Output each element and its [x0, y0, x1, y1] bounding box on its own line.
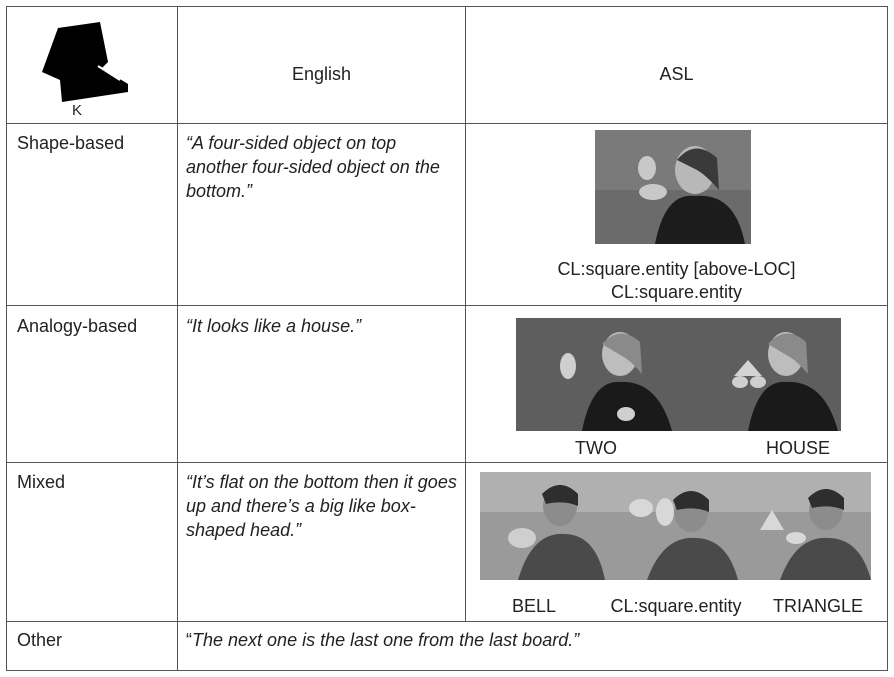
category-other: Other: [17, 630, 63, 650]
category-mixed: Mixed: [17, 472, 66, 492]
table-border-left: [6, 6, 7, 671]
asl-gloss-shape-based-line1: CL:square.entity [above-LOC]: [557, 259, 796, 279]
row-divider-1: [6, 305, 888, 306]
asl-gloss-house: HOUSE: [765, 438, 830, 458]
category-analogy-based: Analogy-based: [17, 316, 138, 336]
row-divider-3: [6, 621, 888, 622]
row-divider-2: [6, 462, 888, 463]
asl-photo-cl-square-entity: [605, 472, 738, 580]
asl-gloss-triangle: TRIANGLE: [772, 596, 864, 616]
asl-photo-bell: [480, 472, 605, 580]
table-border-top: [6, 6, 888, 7]
table-border-bottom: [6, 670, 888, 671]
english-analogy-based: “It looks like a house.”: [186, 316, 362, 336]
asl-gloss-two: TWO: [575, 438, 617, 458]
english-other-text: The next one is the last one from the last board.”: [192, 630, 580, 650]
english-other: [186, 628, 876, 652]
english-shape-based: “A four-sided object on top another four-sided object on the bottom.”: [186, 133, 440, 201]
asl-gloss-cl-square-entity: CL:square.entity: [610, 596, 742, 616]
asl-gloss-shape-based-line2: CL:square.entity: [610, 282, 743, 302]
header-english: English: [291, 64, 352, 84]
english-other-open-quote: “: [186, 630, 192, 650]
asl-gloss-bell: BELL: [511, 596, 557, 616]
stimulus-shape: [40, 22, 132, 104]
header-asl: ASL: [659, 64, 694, 84]
column-divider-1: [177, 6, 178, 671]
asl-photo-house: [678, 318, 841, 431]
row-divider-header: [6, 123, 888, 124]
category-shape-based: Shape-based: [17, 133, 125, 153]
english-mixed: “It’s flat on the bottom then it goes up and there’s a big like box-shaped head.”: [186, 472, 457, 540]
table-border-right: [887, 6, 888, 671]
column-divider-2: [465, 6, 466, 621]
asl-photo-shape-based: [595, 130, 751, 244]
asl-photo-triangle: [738, 472, 871, 580]
stimulus-label: K: [72, 102, 83, 119]
asl-photo-two: [516, 318, 678, 431]
